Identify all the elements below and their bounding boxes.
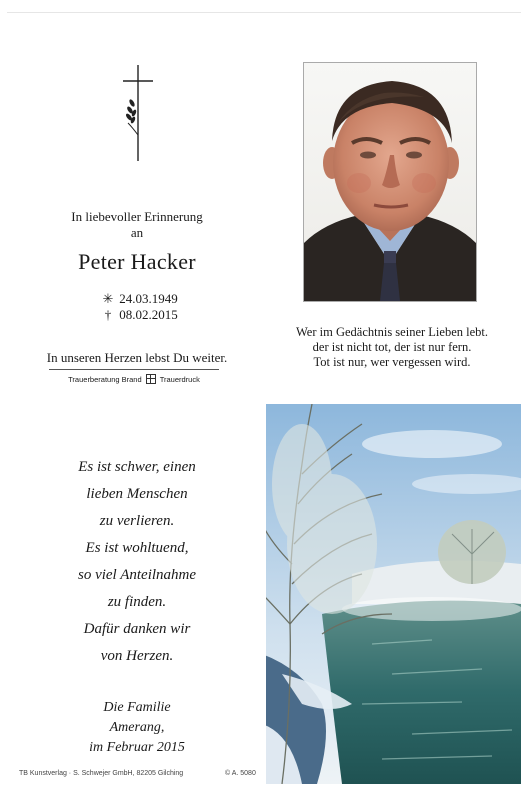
printer-credit-left: Trauerberatung Brand (68, 375, 142, 384)
verse-line-5: so viel Anteilnahme (77, 567, 197, 583)
verse-line-7: Dafür danken wir (83, 621, 191, 637)
dagger-death-icon: † (104, 307, 112, 322)
heart-line: In unseren Herzen lebst Du weiter. (46, 350, 228, 365)
cross-with-wheat-icon (120, 63, 156, 163)
printer-credit-right: Trauerdruck (159, 375, 200, 384)
death-date-row (100, 307, 178, 323)
divider-line (49, 369, 219, 370)
obituary-card-back (7, 404, 521, 786)
verse-line-2: lieben Menschen (86, 486, 188, 502)
quote-line-1: Wer im Gedächtnis seiner Lieben lebt. (296, 325, 488, 339)
family-signature: Die Familie (103, 700, 171, 715)
star-birth-icon: ✳ (102, 291, 114, 306)
memory-heading-an: an (130, 225, 144, 240)
obituary-card-front (7, 12, 521, 401)
verse-line-3: zu verlieren. (99, 513, 175, 529)
portrait-photo (303, 62, 477, 302)
death-date: 08.02.2015 (119, 307, 178, 322)
family-location: Amerang, (109, 720, 165, 735)
verse-line-6: zu finden. (107, 594, 167, 610)
winter-river-photo (262, 404, 521, 784)
article-number: © A. 5080 (225, 770, 256, 777)
printer-logo-icon (146, 374, 156, 384)
birth-date: 24.03.1949 (119, 291, 178, 306)
verse-line-1: Es ist schwer, einen (78, 459, 196, 475)
birth-date-row (100, 291, 178, 307)
quote-line-3: Tot ist nur, wer vergessen wird. (313, 355, 471, 369)
family-date: im Februar 2015 (89, 740, 185, 755)
printer-credit (49, 374, 219, 384)
verse-line-8: von Herzen. (100, 648, 174, 664)
verse-line-4: Es ist wohltuend, (85, 540, 189, 556)
publisher-credit: TB Kunstverlag · S. Schwejer GmbH, 82205 Gilching (19, 770, 184, 777)
deceased-name: Peter Hacker (78, 249, 196, 274)
quote-line-2: der ist nicht tot, der ist nur fern. (312, 340, 472, 354)
memory-heading: In liebevoller Erinnerung (71, 209, 203, 224)
